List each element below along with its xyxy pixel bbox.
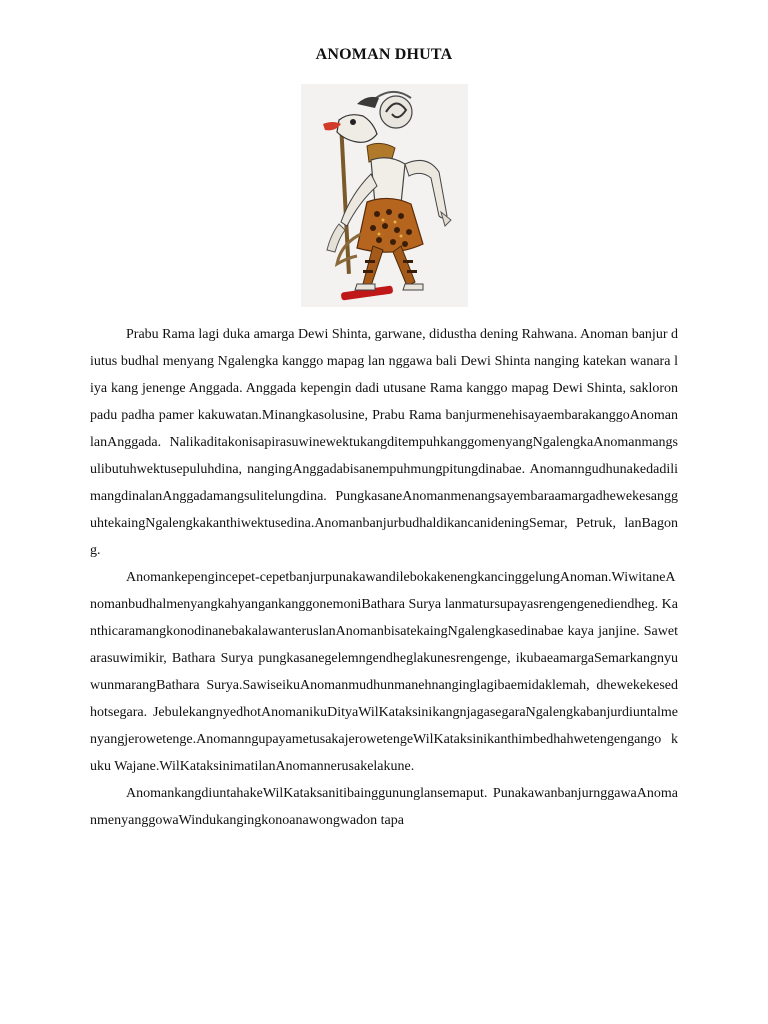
paragraph: Anomankepengincepet-cepetbanjurpunakawandilebokakenengkancinggelungAnoman.WiwitaneAnomanbudhalmenyangkahyangankanggonemoniBathara Surya lanmatursupayasrengengenediendheg. KanthicaramangkonodinanebakalawanteruslanAnomanbisatekaingNgalengkasedinabae kaya janjine. Sawetarasuwimikir, Bathara Surya pungkasanegelemngendheglakunesrengenge, ikubaeamargaSemarkangnyuwunmarangBathara Surya.SawiseikuAnomanmudhunmanehnanginglagibaemidaklemah, dhewekekesedhotsegara. JebulekangnyedhotAnomanikuDityaWilKataksinikangnjagasegaraNgalengkabanjurdiuntalmenyangjerowetenge.AnomanngupayametusakajerowetengeWilKataksinikanthimbedhahwetengengango kuku Wajane.WilKataksinimatilanAnomannerusakelakune.: [90, 570, 678, 774]
paragraph: AnomankangdiuntahakeWilKataksanitibainggununglansemaput. PunakawanbanjurnggawaAnomanmenyanggowaWindukangingkonoanawongwadon tapa: [90, 786, 678, 828]
wayang-figure-illustration: [301, 84, 468, 307]
document-body: [90, 321, 678, 834]
paragraph: Prabu Rama lagi duka amarga Dewi Shinta, garwane, didustha dening Rahwana. Anoman banjur diutus budhal menyang Ngalengka kanggo mapag lan nggawa bali Dewi Shinta nanging katekan wanara liya kang jenenge Anggada. Anggada kepengin dadi utusane Rama kanggo mapag Dewi Shinta, sakloron padu padha pamer kakuwatan.Minangkasolusine, Prabu Rama banjurmenehisayaembarakanggoAnomanlanAnggada. NalikaditakonisapirasuwinewektukangditempuhkanggomenyangNgalengkaAnomanmangsulibutuhwektusepuluhdina, nangingAnggadabisanempuhmungpitungdinabae. AnomanngudhunakedadilimangdinalanAnggadamangsulitelungdina. PungkasaneAnomanmenangsayembaraamargadhewekesangguhtekaingNgalengkakanthiwektusedina.AnomanbanjurbudhaldikancanideningSemar, Petruk, lanBagong.: [90, 327, 678, 558]
document-title: ANOMAN DHUTA: [315, 46, 453, 63]
wayang-puppet-image: [301, 84, 468, 307]
